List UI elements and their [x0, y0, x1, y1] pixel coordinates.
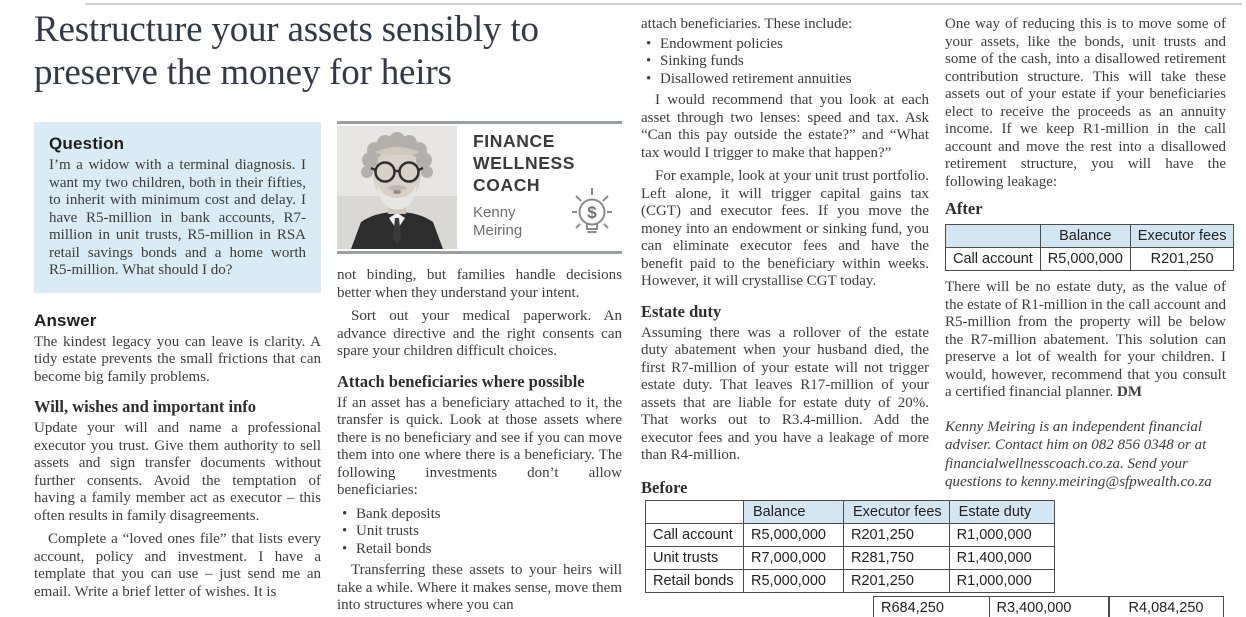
column-3 [641, 0, 929, 501]
list-item-label: Sinking funds [660, 53, 744, 69]
article-title: Restructure your assets sensibly to preserve the money for heirs [34, 9, 539, 93]
col2-para-3: If an asset has a beneficiary attached to it, the transfer is quick. Look at those assets where there is no beneficiary and see if you can move them into one where there is a beneficiary. The following investments don’t allow beneficiaries: [337, 394, 622, 498]
byline-text-block [473, 130, 575, 240]
col3-para-1: attach beneficiaries. These include: [641, 16, 853, 32]
table-header-row [946, 225, 1234, 248]
col2-para-4: Transferring these assets to your heirs will take a while. Where it makes sense, move them into structures where you can [337, 562, 622, 613]
table-cell: R281,750 [844, 547, 950, 570]
table-header-row [646, 501, 1055, 524]
grand-total-cell: R4,084,250 [1108, 596, 1224, 617]
list-item [342, 523, 622, 541]
table-cell: R201,250 [1130, 248, 1234, 271]
answer-heading: Answer [34, 310, 97, 330]
list-item-label: Disallowed retirement annuities [660, 70, 852, 87]
table-cell: R1,000,000 [949, 570, 1054, 593]
table-header-cell: Executor fees [1130, 225, 1234, 248]
will-section-heading: Will, wishes and important info [34, 397, 257, 416]
after-heading: After [945, 199, 983, 218]
byline-box [337, 121, 622, 254]
byline-rule-top [337, 121, 622, 124]
before-heading: Before [641, 477, 688, 497]
column-2 [337, 0, 622, 617]
col4-para-2 [945, 279, 1226, 402]
table-cell: R5,000,000 [1040, 248, 1130, 271]
table-cell: R1,400,000 [949, 547, 1054, 570]
table-cell: R5,000,000 [744, 524, 844, 547]
bullet-icon: • [646, 35, 652, 52]
estate-duty-heading: Estate duty [641, 301, 722, 321]
col4-para-2-text: There will be no estate duty, as the value of the estate of R1-million in the call account and R5-million from the property will be below the R7-million abatement. This solution can preserve a lot of wealth for your children. I would, however, recommend that you consult a certified financial planner. [945, 279, 1226, 400]
table-row [646, 524, 1055, 547]
question-heading: Question [49, 134, 125, 153]
author-portrait-image [337, 126, 457, 249]
after-table [945, 224, 1234, 271]
list-item-label: Endowment policies [660, 35, 783, 52]
table-cell: R201,250 [844, 524, 950, 547]
no-beneficiary-list [337, 506, 622, 559]
table-header-cell: Executor fees [844, 501, 950, 524]
totals-row [873, 596, 1224, 617]
table-cell: Call account [646, 524, 744, 547]
table-row [646, 547, 1055, 570]
table-cell: R7,000,000 [744, 547, 844, 570]
col2-para-2: Sort out your medical paperwork. An advance directive and the right consents can spare your children difficult choices. [337, 308, 622, 359]
will-para-2: Complete a “loved ones file” that lists every account, policy and investment. I have a template that you can use – just send me an email. Write a brief letter of wishes. It is [34, 531, 321, 600]
coach-label-line-2: WELLNESS [473, 153, 576, 173]
coach-label-line-1: FINANCE [473, 131, 555, 151]
dollar-glyph: $ [587, 203, 597, 222]
question-body: I’m a widow with a terminal diagnosis. I want my two children, both in their fifties, to inherit with minimum cost and delay. I have R5-million in bank accounts, R7-million in unit trusts, R5-million in RSA retail savings bonds and a home worth R5-million. What should I do? [49, 157, 306, 278]
list-item-label: Unit trusts [356, 523, 419, 539]
list-item [342, 506, 622, 524]
table-row [646, 570, 1055, 593]
author-first-name: Kenny [473, 204, 516, 221]
author-name [473, 204, 575, 240]
before-table-grid [645, 500, 1055, 593]
lightbulb-dollar-icon [564, 184, 620, 247]
col3-para-3: For example, look at your unit trust portfolio. Left alone, it will trigger capital gains tax (CGT) and executor fees. If you move the money into an endowment or sinking fund, you can eliminate executor fees and have the benefit paid to the beneficiary within weeks. However, it will crystallise CGT today. [641, 168, 929, 289]
estate-duty-total-cell: R3,400,000 [989, 596, 1110, 617]
table-cell: R5,000,000 [744, 570, 844, 593]
beneficiary-structures-list [641, 36, 929, 89]
list-item [342, 541, 622, 559]
byline-rule-bottom [337, 251, 622, 254]
col3-para-2: I would recommend that you look at each asset through two lenses: speed and tax. Ask “Can this pay outside the estate?” and “What tax would I trigger to make that happen?” [641, 92, 929, 161]
attach-beneficiaries-heading: Attach beneficiaries where possible [337, 371, 585, 391]
executor-fees-total-cell: R684,250 [873, 596, 990, 617]
col2-para-1: not binding, but families handle decisions better when they understand your intent. [337, 267, 622, 301]
answer-body: The kindest legacy you can leave is clarity. A tidy estate prevents the small frictions that can become big family problems. [34, 333, 321, 385]
table-header-cell: Balance [1040, 225, 1130, 248]
list-item-label: Bank deposits [356, 505, 441, 522]
table-header-cell: Estate duty [949, 501, 1054, 524]
table-cell: R201,250 [844, 570, 950, 593]
table-header-cell: Balance [744, 501, 844, 524]
list-item-label: Retail bonds [356, 540, 432, 557]
bullet-icon: • [342, 523, 348, 539]
coach-label-line-3: COACH [473, 175, 541, 195]
table-cell: R1,000,000 [949, 524, 1054, 547]
col4-para-1: One way of reducing this is to move some of your assets, like the bonds, unit trusts and some of the cash, into a disallowed retirement contribution structure. This will take these assets out of your estate if your beneficiaries elect to receive the proceeds as an annuity income. If we keep R1-million in the call account and move the rest into a disallowed retirement structure, you will have the following leakage: [945, 16, 1226, 190]
table-cell: Call account [946, 248, 1041, 271]
before-table [645, 500, 1224, 617]
will-para-1: Update your will and name a professional executor you trust. Give them authority to sell assets and sign transfer documents without further consents. Avoid the temptation of having a family member act as executor – this often results in family disagreements. [34, 420, 321, 524]
list-item [646, 71, 929, 89]
bullet-icon: • [342, 540, 348, 557]
author-last-name: Meiring [473, 222, 523, 239]
bullet-icon: • [646, 70, 652, 87]
col3-para-4: Assuming there was a rollover of the estate duty abatement when your husband died, the first R7-million of your estate will not trigger estate duty. That leaves R17-million of your assets that are liable for estate duty of 20%. That works out to R3.4-million. Add the executor fees and you have a leakage of more than R4-million. [641, 324, 929, 463]
list-item [646, 36, 929, 54]
contact-footer: Kenny Meiring is an independent financial adviser. Contact him on 082 856 0348 or at financialwellnesscoach.co.za. Send your questions to kenny.meiring@sfpwealth.co.za [945, 418, 1212, 490]
bullet-icon: • [646, 53, 652, 69]
column-4 [945, 0, 1226, 498]
question-box [34, 122, 321, 293]
author-photo [337, 126, 457, 249]
table-header-cell [946, 225, 1041, 248]
table-header-cell [646, 501, 744, 524]
list-item [646, 53, 929, 71]
table-cell: Unit trusts [646, 547, 744, 570]
table-cell: Retail bonds [646, 570, 744, 593]
bullet-icon: • [342, 505, 348, 522]
table-row [946, 248, 1234, 271]
dm-sigil: DM [1117, 384, 1142, 400]
column-1 [34, 0, 321, 607]
